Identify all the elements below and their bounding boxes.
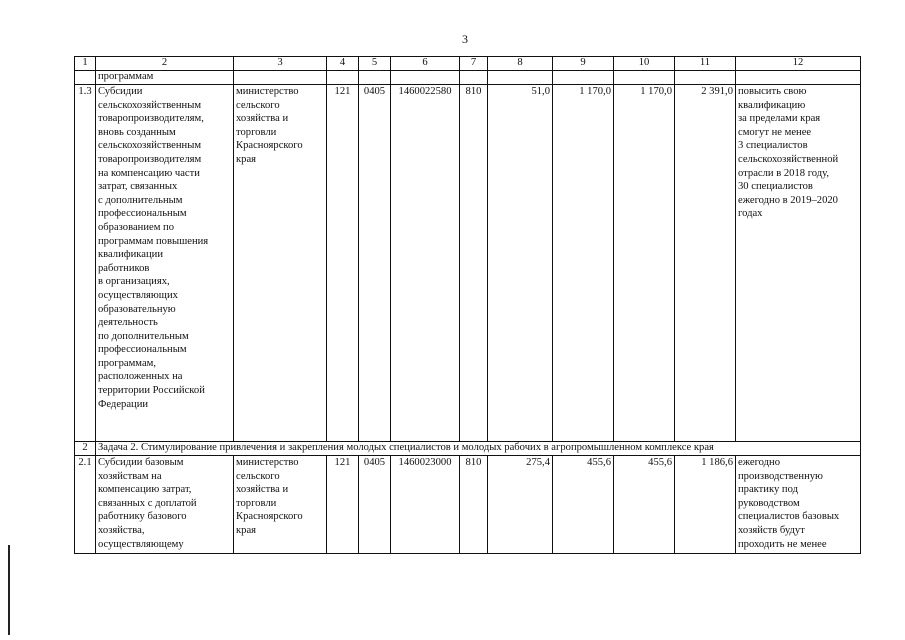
amount-col9: 1 170,0 bbox=[553, 85, 614, 442]
executor: министерство сельского хозяйства и торговли Красноярского края bbox=[234, 456, 327, 554]
task-row bbox=[75, 442, 861, 456]
page-number: 3 bbox=[462, 32, 468, 46]
amount-col11: 1 186,6 bbox=[675, 456, 736, 554]
table-row bbox=[75, 456, 861, 554]
budget-table bbox=[74, 56, 861, 554]
table-row bbox=[75, 85, 861, 442]
measure-name: Субсидии сельскохозяйственным товаропроизводителям, вновь созданным сельскохозяйственным товаропроизводителям на компенсацию части затрат, связанных с дополнительным профессиональным образованием по программам повышения квалификации работников в организациях, осуществляющих образовательную деятельность по дополнительным профессиональным программам, расположенных на территории Российской Федерации bbox=[96, 85, 234, 442]
amount-col9: 455,6 bbox=[553, 456, 614, 554]
row-number: 1.3 bbox=[75, 85, 96, 442]
code-grbs: 121 bbox=[327, 456, 359, 554]
row-number: 2.1 bbox=[75, 456, 96, 554]
code-expense-type: 810 bbox=[460, 85, 488, 442]
header-cell: 6 bbox=[391, 57, 460, 71]
header-cell: 2 bbox=[96, 57, 234, 71]
continuation-row bbox=[75, 71, 861, 85]
code-target: 1460023000 bbox=[391, 456, 460, 554]
scan-edge-line bbox=[8, 545, 10, 635]
header-cell: 9 bbox=[553, 57, 614, 71]
header-cell: 4 bbox=[327, 57, 359, 71]
code-section: 0405 bbox=[359, 85, 391, 442]
amount-col10: 1 170,0 bbox=[614, 85, 675, 442]
amount-col10: 455,6 bbox=[614, 456, 675, 554]
amount-col8: 51,0 bbox=[488, 85, 553, 442]
header-cell: 1 bbox=[75, 57, 96, 71]
expected-result: повысить свою квалификацию за пределами края смогут не менее 3 специалистов сельскохозяйственной отрасли в 2018 году, 30 специалистов ежегодно в 2019–2020 годах bbox=[736, 85, 861, 442]
continuation-text: программам bbox=[96, 71, 234, 85]
code-grbs: 121 bbox=[327, 85, 359, 442]
code-section: 0405 bbox=[359, 456, 391, 554]
header-row bbox=[75, 57, 861, 71]
header-cell: 5 bbox=[359, 57, 391, 71]
expected-result: ежегодно производственную практику под руководством специалистов базовых хозяйств будут проходить не менее bbox=[736, 456, 861, 554]
task-number: 2 bbox=[75, 442, 96, 456]
header-cell: 10 bbox=[614, 57, 675, 71]
header-cell: 11 bbox=[675, 57, 736, 71]
header-cell: 12 bbox=[736, 57, 861, 71]
header-cell: 3 bbox=[234, 57, 327, 71]
header-cell: 7 bbox=[460, 57, 488, 71]
amount-col11: 2 391,0 bbox=[675, 85, 736, 442]
task-title: Задача 2. Стимулирование привлечения и закрепления молодых специалистов и молодых рабочих в агропромышленном комплексе края bbox=[96, 442, 861, 456]
measure-name: Субсидии базовым хозяйствам на компенсацию затрат, связанных с доплатой работнику базового хозяйства, осуществляющему bbox=[96, 456, 234, 554]
code-expense-type: 810 bbox=[460, 456, 488, 554]
executor: министерство сельского хозяйства и торговли Красноярского края bbox=[234, 85, 327, 442]
code-target: 1460022580 bbox=[391, 85, 460, 442]
header-cell: 8 bbox=[488, 57, 553, 71]
amount-col8: 275,4 bbox=[488, 456, 553, 554]
